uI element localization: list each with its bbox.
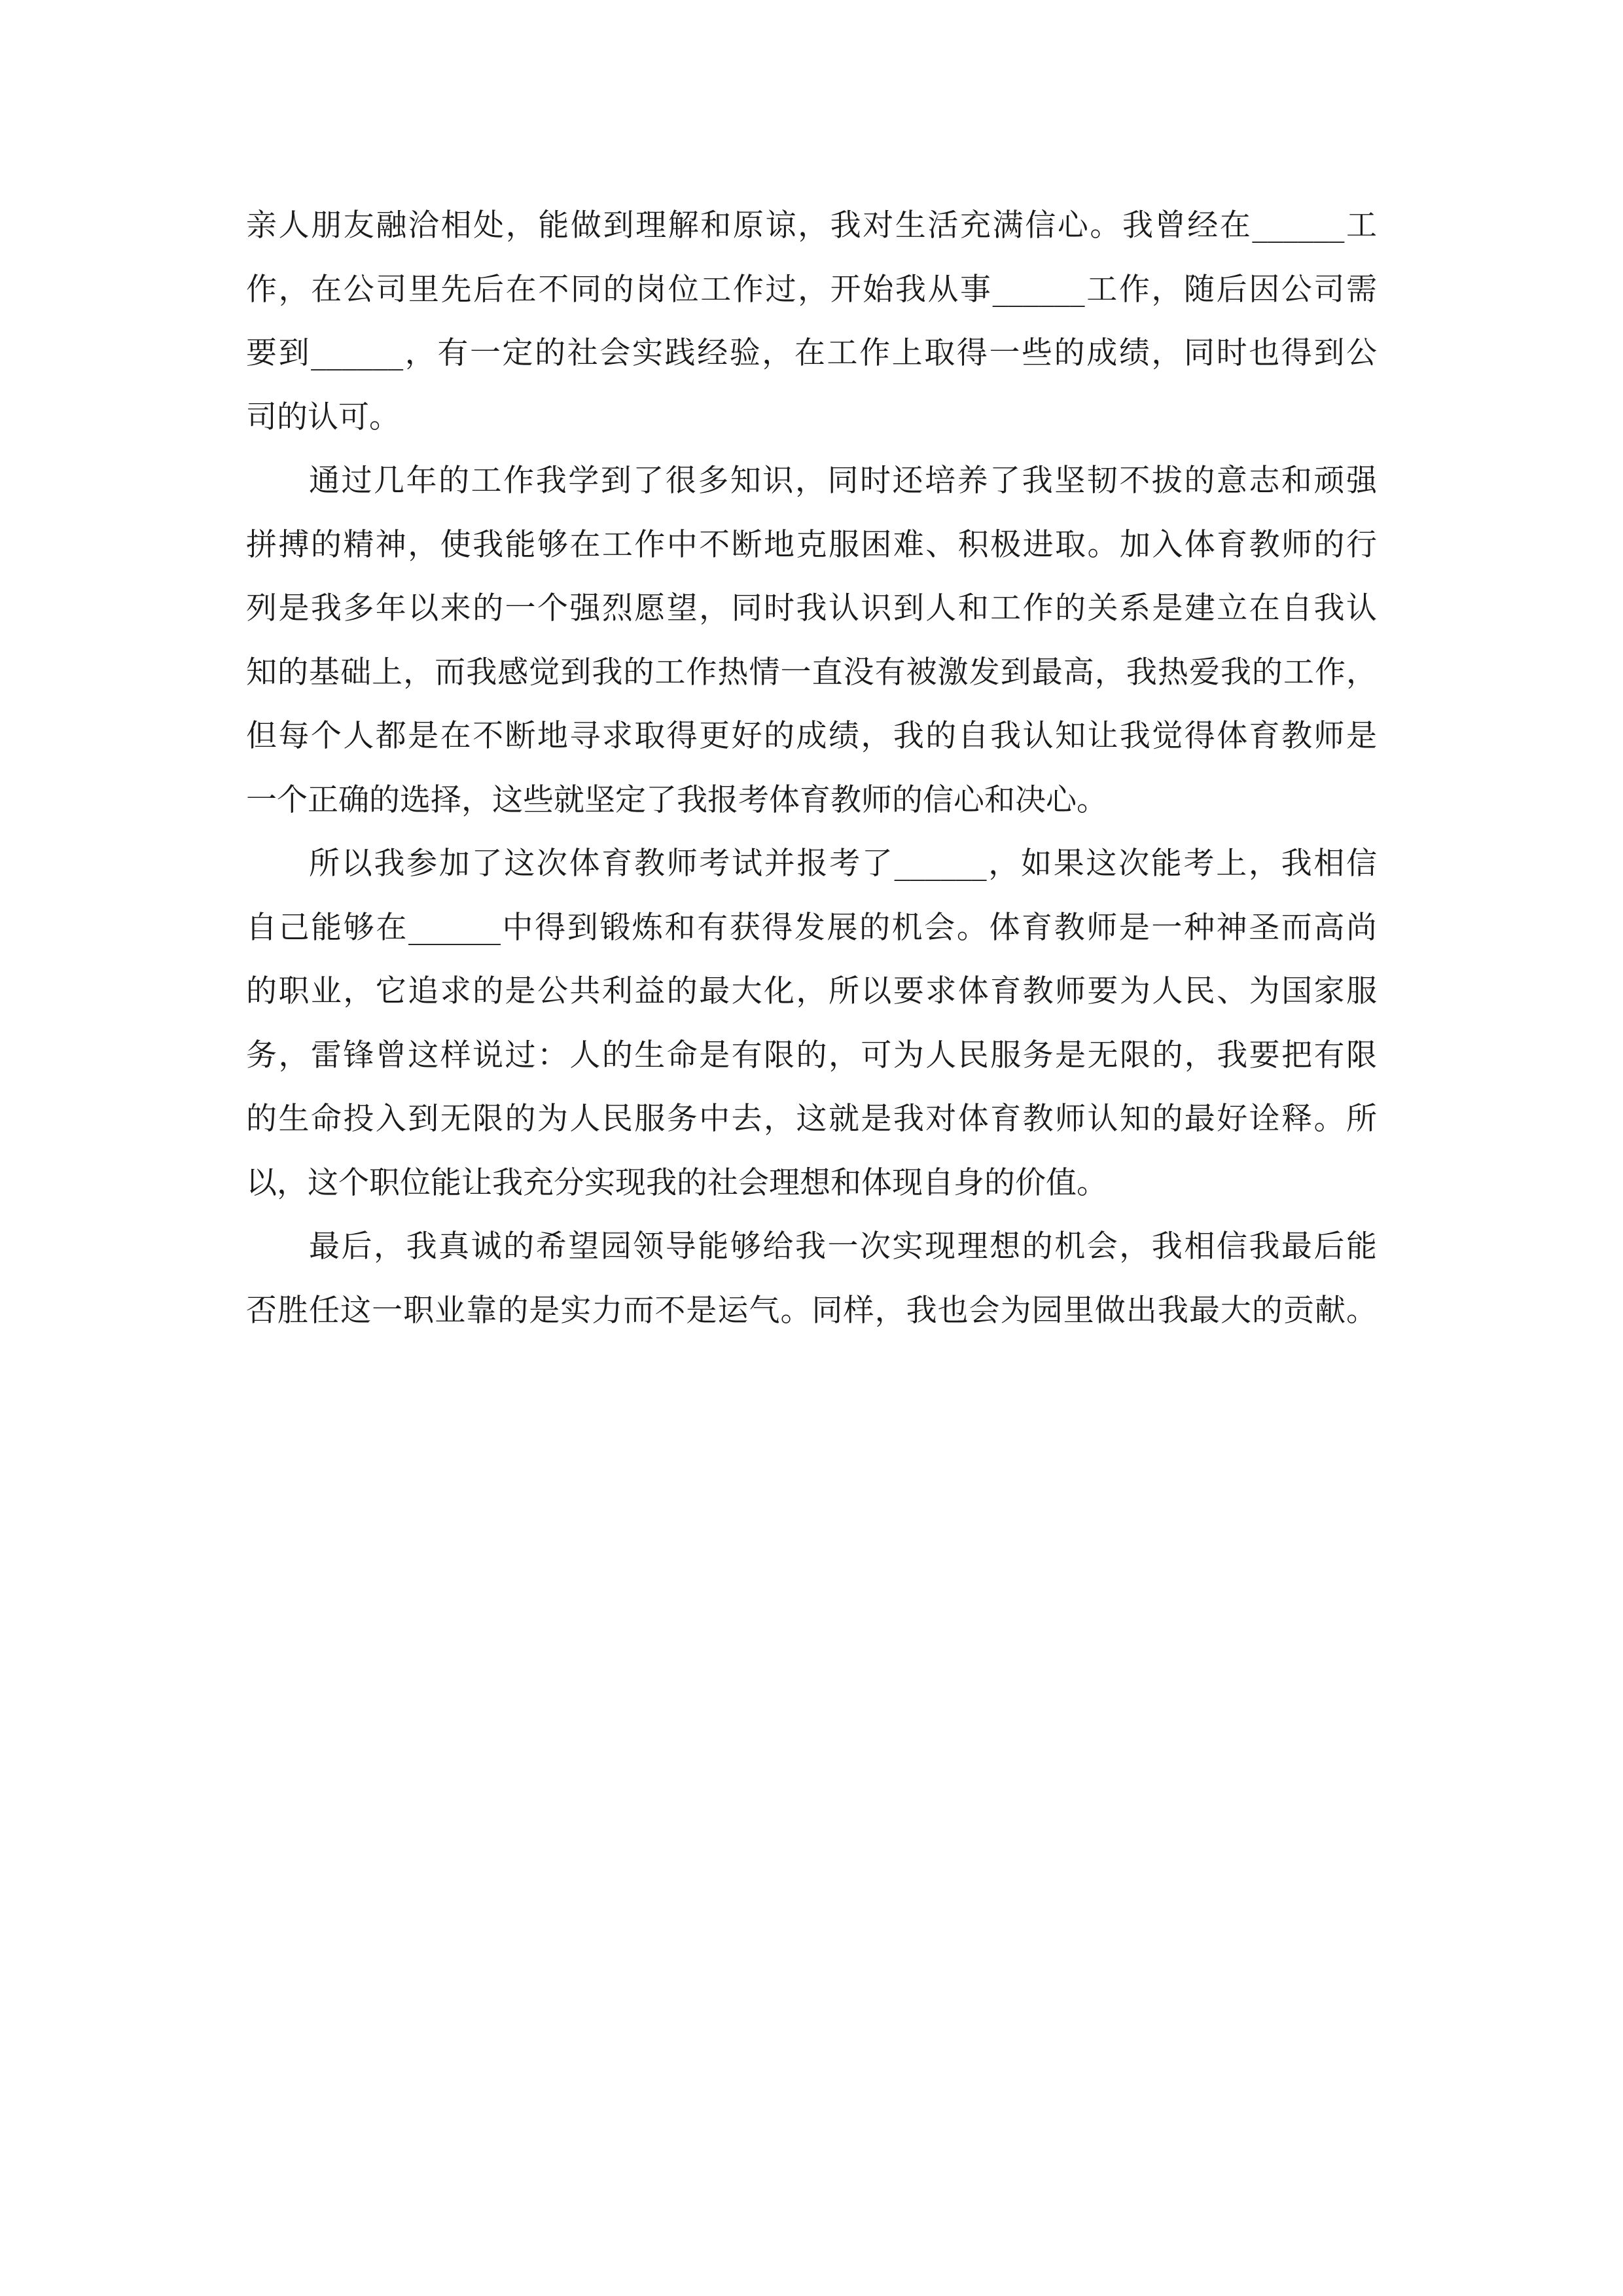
paragraph-4 [246,1215,1377,1342]
text-line: 司的认可。 [246,399,400,435]
text-line: 亲人朋友融洽相处，能做到理解和原谅，我对生活充满信心。我曾经在______工 [246,207,1377,243]
text-line: 务，雷锋曾这样说过：人的生命是有限的，可为人民服务是无限的，我要把有限 [246,1037,1377,1073]
text-line: 一个正确的选择，这些就坚定了我报考体育教师的信心和决心。 [246,781,1107,818]
paragraph-1 [246,194,1377,449]
body-text [246,194,1377,1342]
text-line: 知的基础上，而我感觉到我的工作热情一直没有被激发到最高，我热爱我的工作， [246,654,1377,691]
text-line: 否胜任这一职业靠的是实力而不是运气。同样，我也会为园里做出我最大的贡献。 [246,1292,1377,1329]
paragraph-2 [246,449,1377,832]
text-line: 最后，我真诚的希望园领导能够给我一次实现理想的机会，我相信我最后能 [309,1229,1377,1265]
text-line: 要到______，有一定的社会实践经验，在工作上取得一些的成绩，同时也得到公 [246,335,1377,371]
paragraph-3 [246,832,1377,1215]
text-line: 自己能够在______中得到锻炼和有获得发展的机会。体育教师是一种神圣而高尚 [246,909,1377,946]
text-line: 但每个人都是在不断地寻求取得更好的成绩，我的自我认知让我觉得体育教师是 [246,718,1377,754]
text-line: 的生命投入到无限的为人民服务中去，这就是我对体育教师认知的最好诠释。所 [246,1101,1377,1137]
text-line: 列是我多年以来的一个强烈愿望，同时我认识到人和工作的关系是建立在自我认 [246,590,1377,626]
text-line: 作，在公司里先后在不同的岗位工作过，开始我从事______工作，随后因公司需 [246,271,1377,308]
text-line: 通过几年的工作我学到了很多知识，同时还培养了我坚韧不拔的意志和顽强 [309,463,1377,499]
text-line: 拼搏的精神，使我能够在工作中不断地克服困难、积极进取。加入体育教师的行 [246,526,1377,563]
text-line: 以，这个职位能让我充分实现我的社会理想和体现自身的价值。 [246,1164,1107,1201]
text-line: 所以我参加了这次体育教师考试并报考了______，如果这次能考上，我相信 [309,846,1377,882]
text-line: 的职业，它追求的是公共利益的最大化，所以要求体育教师要为人民、为国家服 [246,973,1377,1009]
